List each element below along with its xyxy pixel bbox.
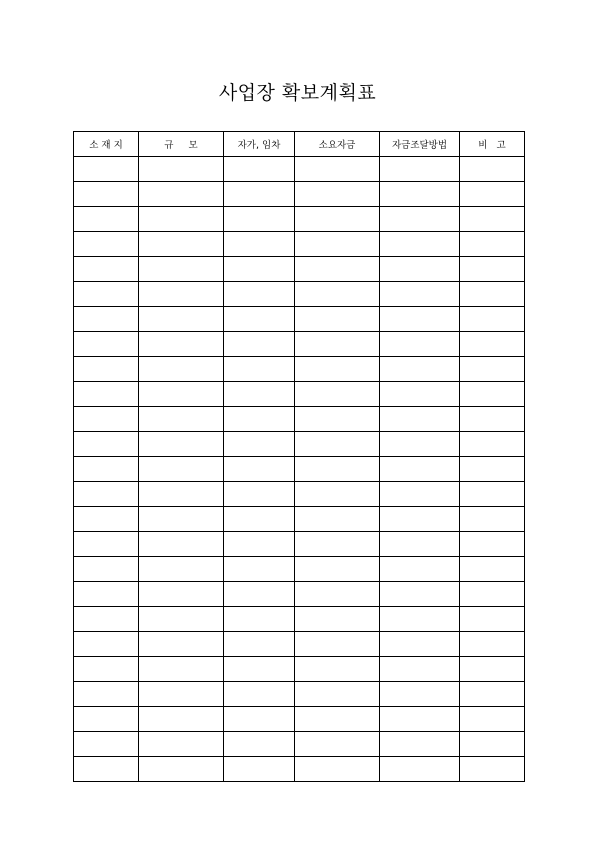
table-cell-funding-method[interactable] (380, 232, 460, 257)
table-cell-location[interactable] (74, 757, 139, 782)
table-cell-scale[interactable] (139, 607, 224, 632)
table-cell-ownership[interactable] (224, 557, 295, 582)
table-cell-scale[interactable] (139, 507, 224, 532)
table-cell-location[interactable] (74, 257, 139, 282)
table-cell-scale[interactable] (139, 682, 224, 707)
table-cell-required-funds[interactable] (295, 207, 380, 232)
table-cell-remarks[interactable] (460, 182, 525, 207)
table-cell-remarks[interactable] (460, 482, 525, 507)
column-header-ownership: 자가, 임차 (224, 132, 295, 157)
table-cell-required-funds[interactable] (295, 757, 380, 782)
table-cell-scale[interactable] (139, 757, 224, 782)
table-row (74, 157, 525, 182)
table-cell-location[interactable] (74, 182, 139, 207)
table-row (74, 507, 525, 532)
table-cell-required-funds[interactable] (295, 357, 380, 382)
table-cell-ownership[interactable] (224, 307, 295, 332)
table-cell-funding-method[interactable] (380, 507, 460, 532)
table-cell-funding-method[interactable] (380, 157, 460, 182)
column-header-scale: 규 모 (139, 132, 224, 157)
table-cell-location[interactable] (74, 732, 139, 757)
table-cell-required-funds[interactable] (295, 557, 380, 582)
table-cell-funding-method[interactable] (380, 182, 460, 207)
table-row (74, 682, 525, 707)
table-cell-funding-method[interactable] (380, 332, 460, 357)
table-cell-location[interactable] (74, 557, 139, 582)
column-header-required-funds: 소요자금 (295, 132, 380, 157)
table-cell-location[interactable] (74, 407, 139, 432)
table-cell-funding-method[interactable] (380, 632, 460, 657)
table-cell-scale[interactable] (139, 657, 224, 682)
table-cell-ownership[interactable] (224, 682, 295, 707)
table-cell-scale[interactable] (139, 532, 224, 557)
table-cell-ownership[interactable] (224, 257, 295, 282)
table-cell-location[interactable] (74, 657, 139, 682)
table-cell-remarks[interactable] (460, 732, 525, 757)
table-row (74, 757, 525, 782)
table-row (74, 182, 525, 207)
table-row (74, 382, 525, 407)
table-cell-scale[interactable] (139, 232, 224, 257)
table-cell-scale[interactable] (139, 432, 224, 457)
table-cell-scale[interactable] (139, 282, 224, 307)
table-cell-location[interactable] (74, 157, 139, 182)
table-cell-funding-method[interactable] (380, 682, 460, 707)
table-row (74, 482, 525, 507)
table-cell-remarks[interactable] (460, 282, 525, 307)
table-cell-funding-method[interactable] (380, 707, 460, 732)
table-cell-required-funds[interactable] (295, 732, 380, 757)
table-cell-required-funds[interactable] (295, 607, 380, 632)
table-cell-scale[interactable] (139, 582, 224, 607)
table-cell-ownership[interactable] (224, 507, 295, 532)
table-cell-location[interactable] (74, 607, 139, 632)
table-cell-ownership[interactable] (224, 157, 295, 182)
table-cell-location[interactable] (74, 707, 139, 732)
table-cell-ownership[interactable] (224, 607, 295, 632)
table-cell-funding-method[interactable] (380, 257, 460, 282)
table-cell-scale[interactable] (139, 407, 224, 432)
table-cell-remarks[interactable] (460, 657, 525, 682)
table-cell-ownership[interactable] (224, 757, 295, 782)
table-cell-scale[interactable] (139, 257, 224, 282)
table-cell-ownership[interactable] (224, 657, 295, 682)
table-cell-location[interactable] (74, 207, 139, 232)
table-cell-ownership[interactable] (224, 407, 295, 432)
table-cell-remarks[interactable] (460, 557, 525, 582)
table-cell-funding-method[interactable] (380, 657, 460, 682)
table-cell-ownership[interactable] (224, 332, 295, 357)
table-cell-remarks[interactable] (460, 632, 525, 657)
table-cell-funding-method[interactable] (380, 307, 460, 332)
table-cell-funding-method[interactable] (380, 207, 460, 232)
table-cell-required-funds[interactable] (295, 532, 380, 557)
table-cell-location[interactable] (74, 232, 139, 257)
table-cell-remarks[interactable] (460, 407, 525, 432)
table-cell-remarks[interactable] (460, 257, 525, 282)
table-cell-required-funds[interactable] (295, 157, 380, 182)
table-body (74, 157, 525, 782)
table-cell-remarks[interactable] (460, 332, 525, 357)
table-cell-ownership[interactable] (224, 182, 295, 207)
table-cell-remarks[interactable] (460, 432, 525, 457)
table-cell-funding-method[interactable] (380, 757, 460, 782)
table-cell-remarks[interactable] (460, 532, 525, 557)
table-cell-remarks[interactable] (460, 582, 525, 607)
table-cell-required-funds[interactable] (295, 307, 380, 332)
table-row (74, 557, 525, 582)
table-cell-ownership[interactable] (224, 382, 295, 407)
table-cell-ownership[interactable] (224, 707, 295, 732)
table-cell-required-funds[interactable] (295, 257, 380, 282)
table-cell-ownership[interactable] (224, 432, 295, 457)
table-cell-required-funds[interactable] (295, 632, 380, 657)
table-cell-scale[interactable] (139, 632, 224, 657)
column-header-location: 소 재 지 (74, 132, 139, 157)
table-cell-funding-method[interactable] (380, 482, 460, 507)
table-row (74, 657, 525, 682)
table-cell-location[interactable] (74, 382, 139, 407)
document-title: 사업장 확보계획표 (218, 82, 377, 104)
table-cell-location[interactable] (74, 282, 139, 307)
table-cell-scale[interactable] (139, 157, 224, 182)
table-cell-ownership[interactable] (224, 732, 295, 757)
table-cell-remarks[interactable] (460, 507, 525, 532)
table-cell-location[interactable] (74, 482, 139, 507)
table-cell-location[interactable] (74, 457, 139, 482)
table-cell-required-funds[interactable] (295, 382, 380, 407)
table-cell-remarks[interactable] (460, 232, 525, 257)
table-cell-required-funds[interactable] (295, 582, 380, 607)
table-cell-location[interactable] (74, 332, 139, 357)
table-cell-funding-method[interactable] (380, 457, 460, 482)
table-cell-location[interactable] (74, 507, 139, 532)
table-cell-scale[interactable] (139, 557, 224, 582)
table-cell-scale[interactable] (139, 357, 224, 382)
table-cell-funding-method[interactable] (380, 282, 460, 307)
table-row (74, 257, 525, 282)
table-cell-required-funds[interactable] (295, 457, 380, 482)
table-row (74, 432, 525, 457)
table-cell-required-funds[interactable] (295, 682, 380, 707)
table-row (74, 582, 525, 607)
table-row (74, 407, 525, 432)
table-cell-remarks[interactable] (460, 357, 525, 382)
table-cell-required-funds[interactable] (295, 432, 380, 457)
table-cell-location[interactable] (74, 307, 139, 332)
business-site-plan-table (73, 131, 525, 782)
table-cell-required-funds[interactable] (295, 707, 380, 732)
table-cell-remarks[interactable] (460, 707, 525, 732)
table-cell-scale[interactable] (139, 707, 224, 732)
table-cell-remarks[interactable] (460, 157, 525, 182)
table-cell-required-funds[interactable] (295, 407, 380, 432)
table-cell-ownership[interactable] (224, 482, 295, 507)
table-cell-ownership[interactable] (224, 632, 295, 657)
table-cell-funding-method[interactable] (380, 432, 460, 457)
table-cell-remarks[interactable] (460, 682, 525, 707)
table-row (74, 532, 525, 557)
table-cell-location[interactable] (74, 682, 139, 707)
table-cell-scale[interactable] (139, 182, 224, 207)
table-cell-location[interactable] (74, 632, 139, 657)
table-row (74, 707, 525, 732)
table-cell-scale[interactable] (139, 457, 224, 482)
table-row (74, 357, 525, 382)
table-cell-funding-method[interactable] (380, 357, 460, 382)
column-header-funding-method: 자금조달방법 (380, 132, 460, 157)
table-row (74, 282, 525, 307)
table-cell-location[interactable] (74, 357, 139, 382)
table-cell-required-funds[interactable] (295, 182, 380, 207)
table-cell-required-funds[interactable] (295, 657, 380, 682)
table-cell-remarks[interactable] (460, 382, 525, 407)
table-header-row (74, 132, 525, 157)
table-cell-location[interactable] (74, 532, 139, 557)
table-cell-scale[interactable] (139, 307, 224, 332)
table-cell-remarks[interactable] (460, 207, 525, 232)
table-cell-required-funds[interactable] (295, 232, 380, 257)
table-cell-required-funds[interactable] (295, 482, 380, 507)
table-cell-location[interactable] (74, 432, 139, 457)
table-cell-ownership[interactable] (224, 582, 295, 607)
table-row (74, 607, 525, 632)
table-cell-required-funds[interactable] (295, 507, 380, 532)
table-cell-remarks[interactable] (460, 607, 525, 632)
table-cell-funding-method[interactable] (380, 607, 460, 632)
table-cell-location[interactable] (74, 582, 139, 607)
table-cell-ownership[interactable] (224, 357, 295, 382)
table-cell-funding-method[interactable] (380, 582, 460, 607)
table-cell-ownership[interactable] (224, 207, 295, 232)
table-cell-scale[interactable] (139, 482, 224, 507)
table-cell-scale[interactable] (139, 207, 224, 232)
table-cell-ownership[interactable] (224, 457, 295, 482)
table-row (74, 332, 525, 357)
table-cell-remarks[interactable] (460, 757, 525, 782)
table-cell-required-funds[interactable] (295, 282, 380, 307)
table-cell-required-funds[interactable] (295, 332, 380, 357)
table-row (74, 457, 525, 482)
table-cell-funding-method[interactable] (380, 732, 460, 757)
table-cell-ownership[interactable] (224, 532, 295, 557)
table-cell-scale[interactable] (139, 332, 224, 357)
table-row (74, 632, 525, 657)
table-cell-ownership[interactable] (224, 282, 295, 307)
table-cell-funding-method[interactable] (380, 382, 460, 407)
column-header-remarks: 비 고 (460, 132, 525, 157)
table-cell-funding-method[interactable] (380, 407, 460, 432)
table-cell-remarks[interactable] (460, 307, 525, 332)
table-row (74, 207, 525, 232)
table-row (74, 307, 525, 332)
table-cell-scale[interactable] (139, 732, 224, 757)
table-cell-funding-method[interactable] (380, 557, 460, 582)
table-row (74, 232, 525, 257)
table-cell-funding-method[interactable] (380, 532, 460, 557)
table-cell-ownership[interactable] (224, 232, 295, 257)
table-row (74, 732, 525, 757)
table-cell-scale[interactable] (139, 382, 224, 407)
table-cell-remarks[interactable] (460, 457, 525, 482)
